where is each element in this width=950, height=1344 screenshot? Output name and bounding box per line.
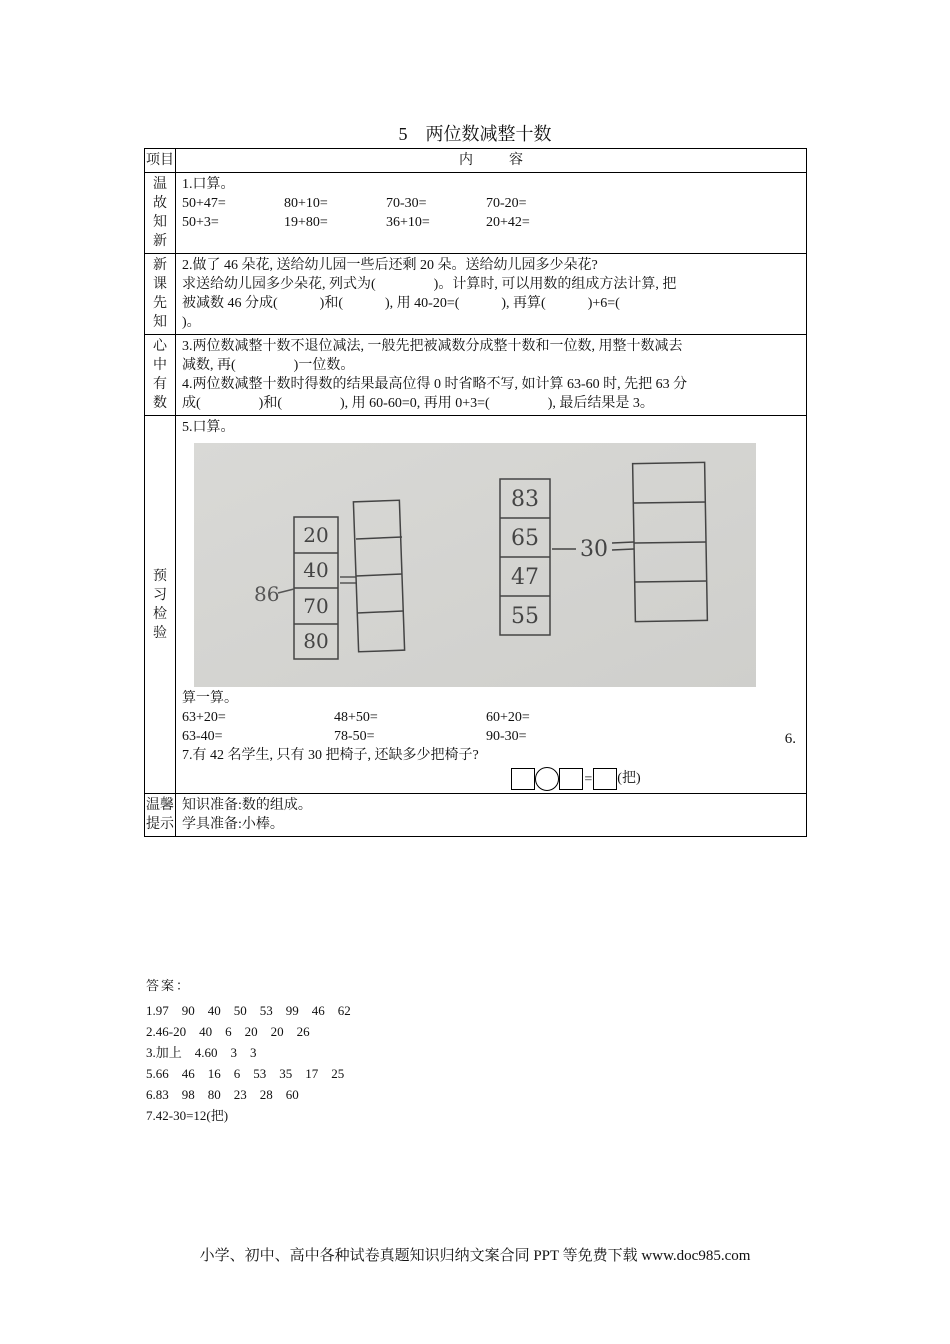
tip-tools: 学具准备:小棒。 [182, 817, 284, 832]
calc-item: 70-30= [386, 196, 427, 211]
text: 减数, 再( [182, 358, 236, 373]
subtraction-figure [194, 443, 756, 687]
section-practice [145, 416, 807, 794]
question-2: 2.做了 46 朵花, 送给幼儿园一些后还剩 20 朵。送给幼儿园多少朵花? [182, 258, 598, 273]
calc-row [182, 727, 800, 746]
label-char: 习 [153, 587, 167, 603]
right-subtrahend: 30 [580, 537, 608, 562]
answer-key [146, 975, 351, 1126]
answer-equation [182, 767, 800, 791]
equals-line [612, 542, 634, 543]
question-3: 3.两位数减整十数不退位减法, 一般先把被减数分成整十数和一位数, 用整十数减去 [182, 339, 683, 354]
calc-item: 63-40= [182, 729, 223, 744]
text: )和( [319, 296, 343, 311]
question-2-line2 [182, 275, 800, 294]
question-5: 5.口算。 [182, 420, 235, 435]
label-char: 有 [153, 377, 167, 392]
calc-item: 90-30= [486, 729, 527, 744]
page-footer: 小学、初中、高中各种试卷真题知识归纳文案合同 PPT 等免费下载 www.doc985.com [199, 1248, 751, 1264]
text: )+6=( [587, 296, 620, 311]
operator-circle[interactable] [535, 767, 559, 791]
question-4-line2 [182, 394, 800, 413]
section-label-review [145, 173, 176, 254]
label-char: 新 [153, 258, 167, 273]
label-char: 故 [153, 196, 167, 211]
label-char: 检 [153, 606, 167, 622]
calc-row [182, 194, 800, 213]
unit-label: (把) [617, 771, 641, 787]
question-3-line2 [182, 356, 800, 375]
label-char: 验 [153, 625, 167, 641]
label-char: 心 [153, 339, 167, 354]
text: )。计算时, 可以用数的组成方法计算, 把 [433, 277, 677, 292]
answer-box[interactable] [559, 768, 583, 790]
section-summary [145, 335, 807, 416]
section-content-summary [176, 335, 807, 416]
section-content-review [176, 173, 807, 254]
answer-key-title: 答案： [146, 978, 192, 993]
answer-box[interactable] [511, 768, 535, 790]
right-value: 83 [511, 487, 539, 512]
equals-line [612, 549, 634, 550]
answer-line: 5.66 46 16 6 53 35 17 25 [146, 1066, 345, 1081]
label-char: 预 [153, 568, 167, 584]
left-value: 20 [303, 523, 329, 547]
answer-line: 7.42-30=12(把) [146, 1108, 229, 1123]
section-preview [145, 254, 807, 335]
figure-svg [194, 443, 756, 687]
label-char: 温馨 [146, 798, 174, 813]
label-char: 知 [153, 315, 167, 330]
label-char: 知 [153, 215, 167, 230]
divider [634, 502, 706, 503]
calc-item: 80+10= [284, 196, 328, 211]
text: )和( [258, 396, 282, 411]
text: ), 再算( [501, 296, 546, 311]
label-char: 提示 [146, 817, 174, 832]
question-6: 6. [784, 731, 796, 747]
calc-item: 36+10= [386, 215, 430, 230]
calc-item: 78-50= [334, 729, 375, 744]
lesson-table [144, 148, 807, 837]
divider [634, 542, 706, 543]
text: )一位数。 [293, 358, 355, 373]
calc-item: 20+42= [486, 215, 530, 230]
right-value: 55 [511, 604, 539, 629]
divider [635, 581, 707, 582]
section-label-summary [145, 335, 176, 416]
label-char: 温 [153, 177, 167, 192]
right-value: 47 [511, 565, 539, 590]
left-value: 40 [303, 558, 329, 582]
calc-item: 19+80= [284, 215, 328, 230]
section-content-tips [176, 794, 807, 837]
section-tips [145, 794, 807, 837]
header-col2-a: 内 [459, 153, 473, 168]
equals-sign: = [584, 771, 593, 787]
header-col2-b: 容 [509, 153, 523, 168]
calc-item: 63+20= [182, 710, 226, 725]
text: 求送给幼儿园多少朵花, 列式为( [182, 277, 376, 292]
question-2-line3 [182, 294, 800, 313]
label-char: 先 [153, 296, 167, 311]
section-content-preview [176, 254, 807, 335]
answer-line: 3.加上 4.60 3 3 [146, 1045, 257, 1060]
left-value: 80 [303, 629, 329, 653]
table-header-row [145, 149, 807, 173]
text: 被减数 46 分成( [182, 296, 278, 311]
question-2-line4: )。 [182, 315, 201, 330]
section-content-practice [176, 416, 807, 794]
figure-background [194, 443, 756, 687]
section-label-tips [145, 794, 176, 837]
section-label-practice [145, 416, 176, 794]
answer-line: 1.97 90 40 50 53 99 46 62 [146, 1003, 351, 1018]
question-7: 7.有 42 名学生, 只有 30 把椅子, 还缺多少把椅子? [182, 748, 479, 763]
label-char: 中 [153, 358, 167, 373]
left-value: 70 [303, 594, 329, 618]
calc-row [182, 708, 800, 727]
question-4: 4.两位数减整十数时得数的结果最高位得 0 时省略不写, 如计算 63-60 时, 先把 63 分 [182, 377, 688, 392]
text: ), 用 40-20=( [385, 296, 460, 311]
question-1: 1.口算。 [182, 177, 235, 192]
calc-item: 70-20= [486, 196, 527, 211]
section-label-preview [145, 254, 176, 335]
answer-line: 6.83 98 80 23 28 60 [146, 1087, 299, 1102]
tip-knowledge: 知识准备:数的组成。 [182, 798, 312, 813]
label-char: 新 [153, 234, 167, 249]
right-value: 65 [511, 526, 539, 551]
text: ), 最后结果是 3。 [547, 396, 654, 411]
left-minuend: 86 [254, 582, 280, 606]
page-title: 5 两位数减整十数 [398, 124, 552, 144]
calc-item: 60+20= [486, 710, 530, 725]
label-char: 数 [153, 396, 167, 411]
calc-item: 50+3= [182, 215, 219, 230]
calc-title: 算一算。 [182, 691, 238, 706]
calc-item: 50+47= [182, 196, 226, 211]
answer-box[interactable] [593, 768, 617, 790]
header-col1: 项目 [145, 149, 176, 173]
text: ), 用 60-60=0, 再用 0+3=( [340, 396, 490, 411]
calc-row [182, 213, 800, 232]
calc-item: 48+50= [334, 710, 378, 725]
section-review [145, 173, 807, 254]
label-char: 课 [153, 277, 167, 292]
answer-line: 2.46-20 40 6 20 20 26 [146, 1024, 310, 1039]
text: 成( [182, 396, 201, 411]
header-col2 [176, 149, 807, 173]
